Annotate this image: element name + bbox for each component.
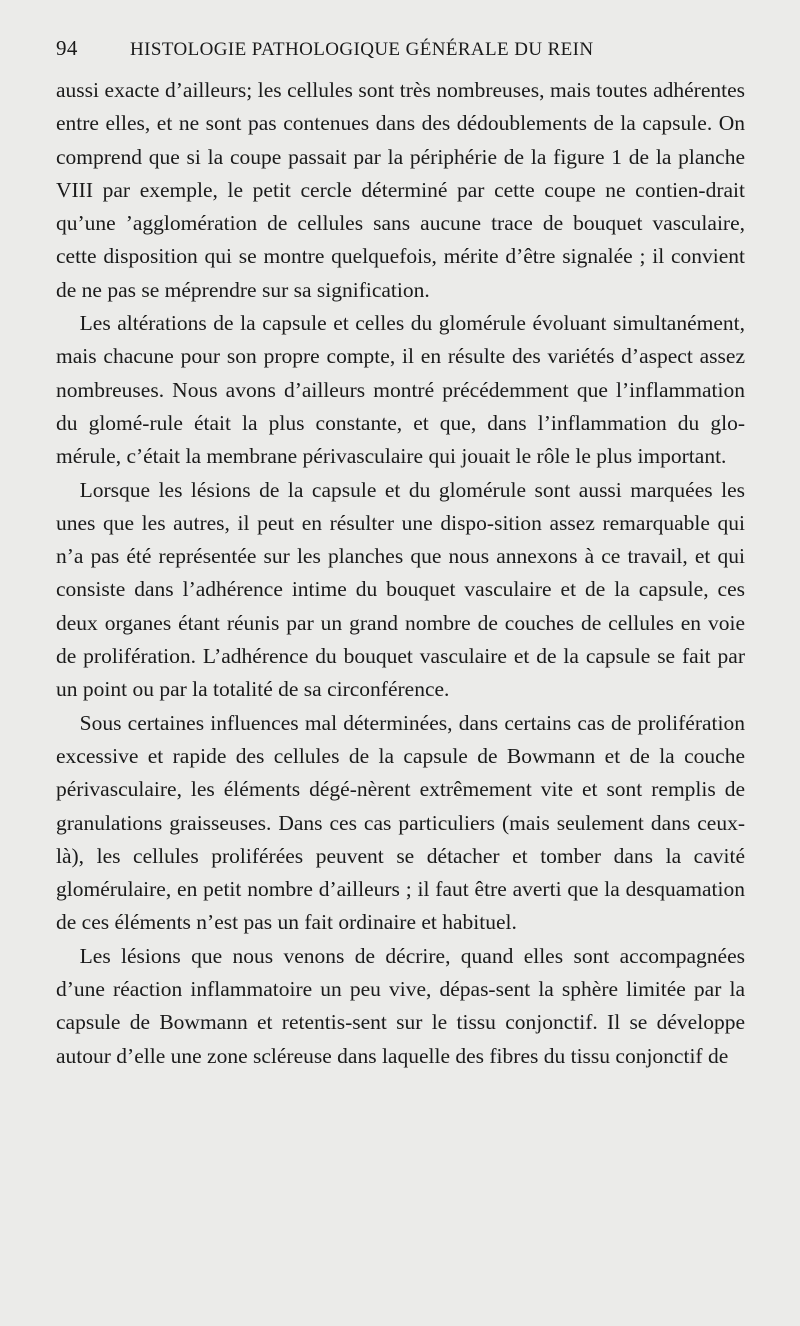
running-head — [56, 36, 745, 70]
paragraph: Les altérations de la capsule et celles du glomérule évoluant simultanément, mais chacune pour son propre compte, il en résulte des variétés d’aspect assez nombreuses. Nous avons d’ailleurs montré précédemment que l’inflammation du glomé-rule était la plus constante, et que, dans l’inflammation du glo-mérule, c’était la membrane périvasculaire qui jouait le rôle le plus important. — [56, 311, 745, 469]
running-title: HISTOLOGIE PATHOLOGIQUE GÉNÉRALE DU REIN — [130, 39, 594, 60]
page-number: 94 — [56, 36, 78, 60]
paragraph: Lorsque les lésions de la capsule et du glomérule sont aussi marquées les unes que les autres, il peut en résulter une dispo-sition assez remarquable qui n’a pas été représentée sur les planches que nous annexons à ce travail, et qui consiste dans l’adhérence intime du bouquet vasculaire et de la capsule, ces deux organes étant réunis par un grand nombre de couches de cellules en voie de prolifération. L’adhérence du bouquet vasculaire et de la capsule se fait par un point ou par la totalité de sa circonférence. — [56, 477, 745, 702]
paragraph: Sous certaines influences mal déterminées, dans certains cas de prolifération excessive et rapide des cellules de la capsule de Bowmann et de la couche périvasculaire, les éléments dégé-nèrent extrêmement vite et sont remplis de granulations graisseuses. Dans ces cas particuliers (mais seulement dans ceux-là), les cellules proliférées peuvent se détacher et tomber dans la cavité glomérulaire, en petit nombre d’ailleurs ; il faut être averti que la desquamation de ces éléments n’est pas un fait ordinaire et habituel. — [56, 710, 745, 935]
paragraph: Les lésions que nous venons de décrire, quand elles sont accompagnées d’une réaction inflammatoire un peu vive, dépas-sent la sphère limitée par la capsule de Bowmann et retentis-sent sur le tissu conjonctif. Il se développe autour d’elle une zone scléreuse dans laquelle des fibres du tissu conjonctif de — [56, 943, 745, 1068]
paragraph: aussi exacte d’ailleurs; les cellules sont très nombreuses, mais toutes adhérentes entre elles, et ne sont pas contenues dans des dédoublements de la capsule. On comprend que si la coupe passait par la périphérie de la figure 1 de la planche VIII par exemple, le petit cercle déterminé par cette coupe ne contien-drait qu’une ’agglomération de cellules sans aucune trace de bouquet vasculaire, cette disposition qui se montre quelquefois, mérite d’être signalée ; il convient de ne pas se méprendre sur sa signification. — [56, 78, 745, 302]
body-text — [56, 74, 745, 1073]
